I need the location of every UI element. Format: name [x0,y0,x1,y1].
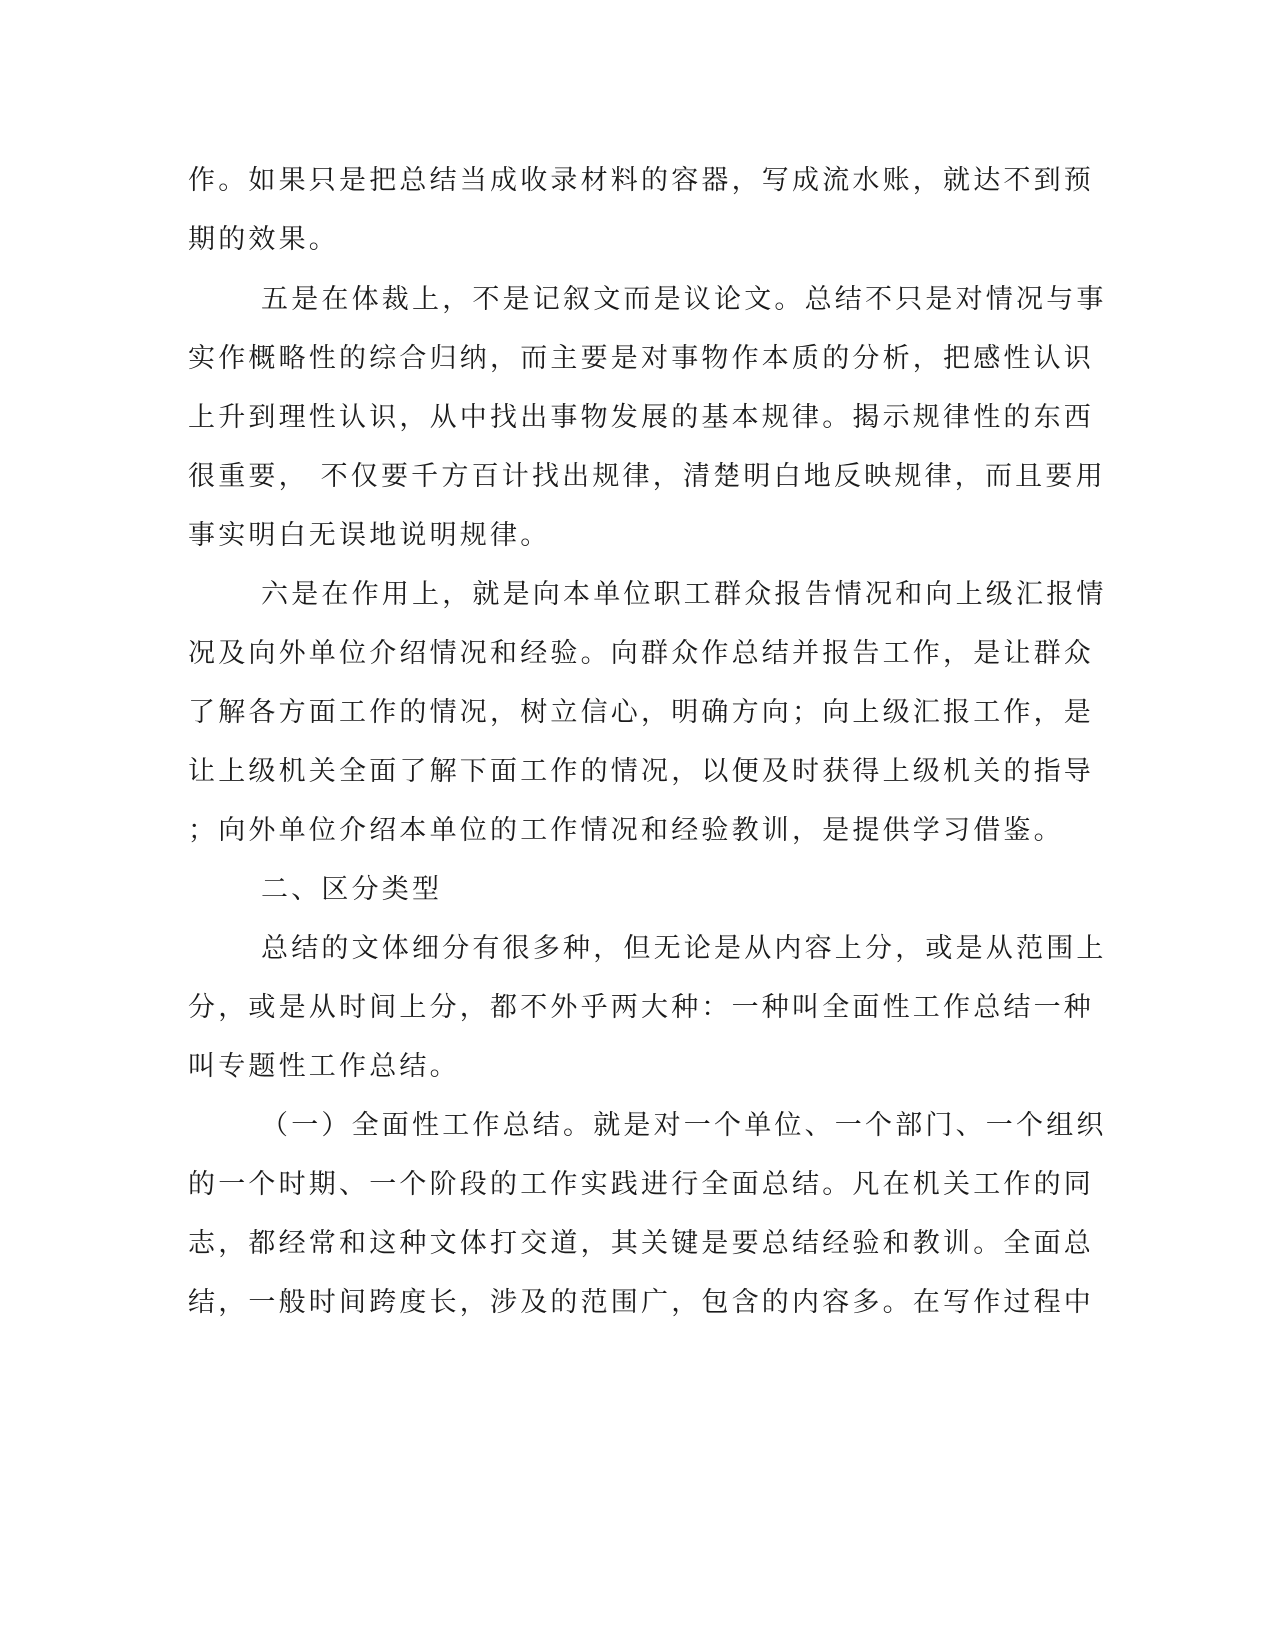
text-line-16: 叫专题性工作总结。 [188,1051,460,1082]
section-heading: 二、区分类型 [261,874,443,905]
text-line-9: 况及向外单位介绍情况和经验。向群众作总结并报告工作，是让群众 [188,638,1094,669]
text-line-1: 作。如果只是把总结当成收录材料的容器，写成流水账，就达不到预 [188,165,1094,196]
text-line-12: ；向外单位介绍本单位的工作情况和经验教训，是提供学习借鉴。 [188,815,1064,846]
text-line-2: 期的效果。 [188,224,339,255]
paragraph-comprehensive-start: （一）全面性工作总结。就是对一个单位、一个部门、一个组织 [261,1110,1107,1141]
text-line-20: 结，一般时间跨度长，涉及的范围广，包含的内容多。在写作过程中 [188,1287,1094,1318]
text-line-15: 分，或是从时间上分，都不外乎两大种：一种叫全面性工作总结一种 [188,992,1094,1023]
text-line-19: 志，都经常和这种文体打交道，其关键是要总结经验和教训。全面总 [188,1228,1094,1259]
paragraph-six-start: 六是在作用上，就是向本单位职工群众报告情况和向上级汇报情 [261,579,1107,610]
text-line-4: 实作概略性的综合归纳，而主要是对事物作本质的分析，把感性认识 [188,343,1094,374]
text-line-10: 了解各方面工作的情况，树立信心，明确方向；向上级汇报工作，是 [188,697,1094,728]
text-line-6: 很重要， 不仅要千方百计找出规律，清楚明白地反映规律，而且要用 [188,461,1106,492]
text-line-7: 事实明白无误地说明规律。 [188,520,551,551]
text-line-11: 让上级机关全面了解下面工作的情况，以便及时获得上级机关的指导 [188,756,1094,787]
paragraph-types-start: 总结的文体细分有很多种，但无论是从内容上分，或是从范围上 [261,933,1107,964]
text-line-18: 的一个时期、一个阶段的工作实践进行全面总结。凡在机关工作的同 [188,1169,1094,1200]
paragraph-five-start: 五是在体裁上，不是记叙文而是议论文。总结不只是对情况与事 [261,284,1107,315]
text-line-5: 上升到理性认识，从中找出事物发展的基本规律。揭示规律性的东西 [188,402,1094,433]
